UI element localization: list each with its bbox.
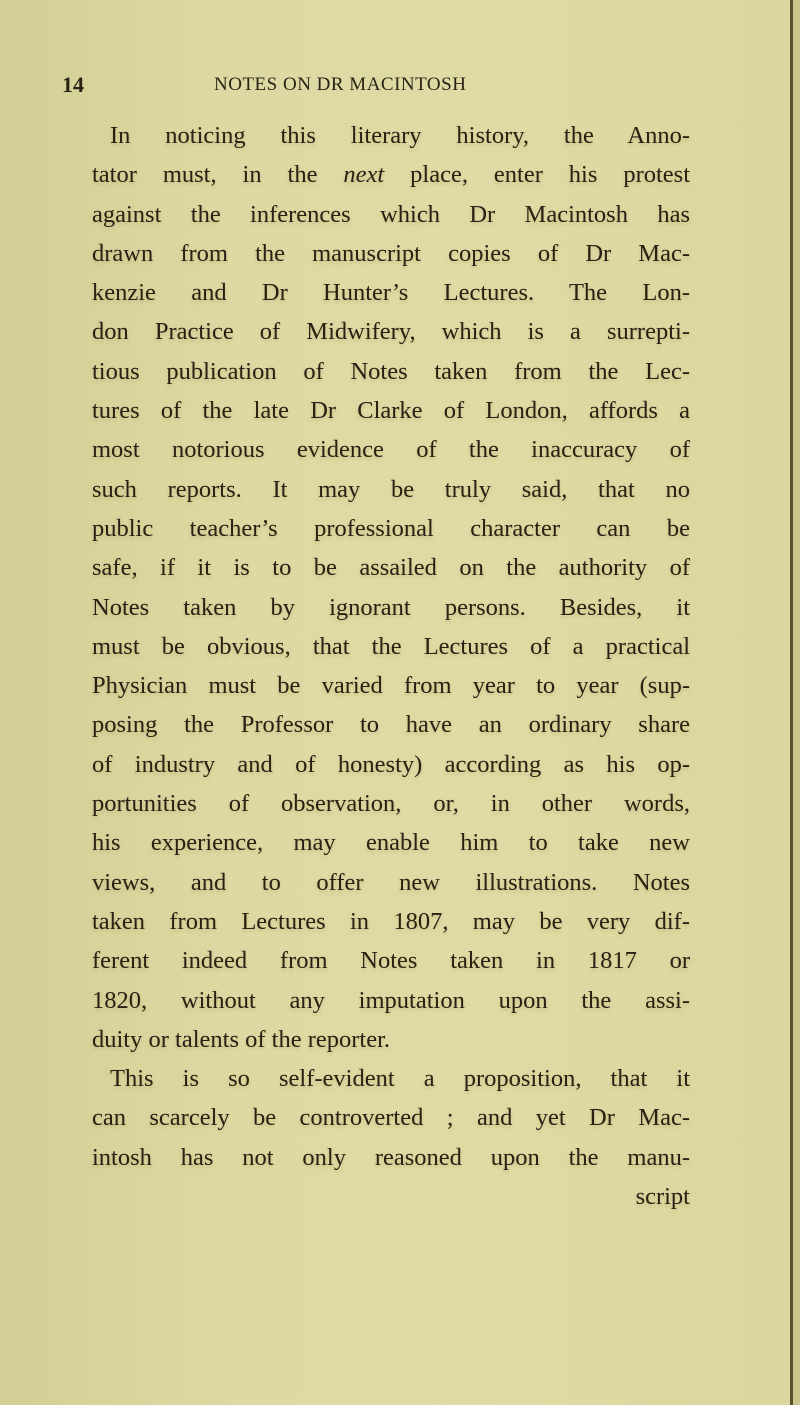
text-segment: views, and to offer new illustrations. Notes — [92, 868, 690, 896]
text-segment: his experience, may enable him to take new — [92, 829, 690, 857]
text-segment: tious publication of Notes taken from the Lec- — [92, 357, 690, 385]
text-line — [92, 195, 690, 234]
text-segment: of industry and of honesty) according as his op- — [92, 750, 690, 778]
text-line — [92, 470, 690, 509]
text-line — [92, 312, 690, 351]
text-line — [92, 981, 690, 1020]
text-segment: don Practice of Midwifery, which is a surrepti- — [92, 318, 690, 346]
adjacent-page-strip — [793, 0, 800, 1405]
text-line — [92, 941, 690, 980]
text-segment: drawn from the manuscript copies of Dr Mac- — [92, 239, 690, 267]
body-text — [92, 116, 690, 1216]
text-line — [92, 1138, 690, 1177]
catchword: script — [635, 1183, 690, 1211]
running-head — [62, 72, 702, 102]
text-segment: place, enter his protest — [384, 161, 690, 189]
text-line — [92, 155, 690, 194]
text-segment: tator must, in the — [92, 161, 344, 189]
text-segment: This is so self-evident a proposition, that it — [110, 1065, 690, 1093]
text-line — [92, 1098, 690, 1137]
running-title: NOTES ON DR MACINTOSH — [214, 74, 467, 95]
text-segment: most notorious evidence of the inaccuracy of — [92, 436, 690, 464]
text-segment: posing the Professor to have an ordinary share — [92, 711, 690, 739]
text-segment: duity or talents of the reporter. — [92, 1025, 390, 1053]
italic-emphasis: next — [343, 161, 385, 189]
text-segment: Notes taken by ignorant persons. Besides, it — [92, 593, 690, 621]
text-segment: ferent indeed from Notes taken in 1817 or — [92, 947, 690, 975]
text-line — [92, 234, 690, 273]
text-line — [92, 430, 690, 469]
text-segment: portunities of observation, or, in other words, — [92, 790, 690, 818]
text-segment: In noticing this literary history, the Anno- — [110, 122, 690, 149]
text-segment: 1820, without any imputation upon the assi- — [92, 986, 690, 1014]
text-segment: kenzie and Dr Hunter’s Lectures. The Lon- — [92, 279, 690, 307]
text-line — [92, 1020, 690, 1059]
text-line — [92, 273, 690, 312]
text-line — [92, 509, 690, 548]
text-line — [92, 116, 690, 155]
text-line — [92, 784, 690, 823]
text-segment: against the inferences which Dr Macintosh has — [92, 200, 690, 228]
text-line — [92, 902, 690, 941]
text-line — [92, 745, 690, 784]
text-segment: must be obvious, that the Lectures of a practical — [92, 632, 690, 660]
text-line — [92, 823, 690, 862]
text-segment: such reports. It may be truly said, that no — [92, 475, 690, 503]
text-segment: taken from Lectures in 1807, may be very dif- — [92, 907, 690, 935]
text-segment: can scarcely be controverted ; and yet Dr Mac- — [92, 1104, 690, 1132]
text-line — [92, 588, 690, 627]
text-line — [92, 352, 690, 391]
text-line — [92, 1059, 690, 1098]
text-line — [92, 391, 690, 430]
text-segment: Physician must be varied from year to year (sup- — [92, 672, 690, 700]
page-number: 14 — [62, 72, 84, 97]
text-line — [92, 863, 690, 902]
text-line — [92, 666, 690, 705]
text-segment: safe, if it is to be assailed on the authority of — [92, 554, 690, 582]
text-segment: tures of the late Dr Clarke of London, affords a — [92, 397, 690, 425]
text-line — [92, 548, 690, 587]
text-segment: public teacher’s professional character can be — [92, 514, 690, 542]
text-segment: intosh has not only reasoned upon the manu- — [92, 1143, 690, 1171]
text-line — [92, 627, 690, 666]
text-line — [92, 705, 690, 744]
